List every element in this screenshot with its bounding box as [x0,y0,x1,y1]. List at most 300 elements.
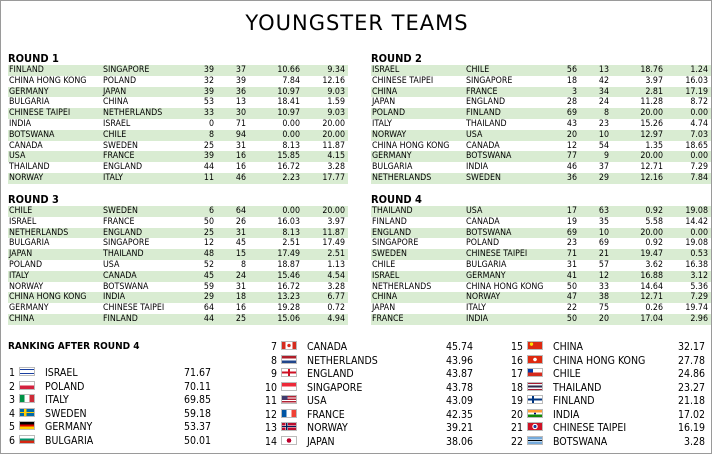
ranking-row [509,368,709,382]
team-score: 42.35 [445,408,473,421]
match-row [8,314,348,325]
away-vp: 9.34 [327,65,345,75]
away-team: FINLAND [103,313,138,324]
home-imps: 39 [203,151,214,162]
team-score: 50.01 [183,434,211,447]
hong-kong-flag [527,355,543,364]
match-row [371,173,711,184]
home-imps: 47 [566,292,577,303]
home-imps: 19 [566,216,577,227]
team-score: 45.74 [445,341,473,353]
away-imps: 64 [235,206,246,216]
team-score: 39.21 [445,422,473,434]
away-imps: 63 [598,206,609,216]
home-team: CHILE [372,259,396,270]
home-imps: 50 [566,281,577,292]
home-imps: 23 [566,238,577,249]
away-team: GERMANY [466,270,506,281]
home-imps: 8 [208,129,214,140]
away-imps: 15 [235,249,246,260]
away-imps: 21 [598,249,609,260]
match-row [371,271,711,282]
ranking-row [1,394,241,408]
away-imps: 8 [240,259,246,270]
team-score: 32.17 [677,341,705,353]
home-vp: 20.00 [640,108,663,119]
botswana-flag [527,436,543,445]
away-imps: 34 [598,86,609,97]
poland-flag [19,381,35,390]
team-name: NORWAY [307,422,348,434]
away-team: ENGLAND [466,97,506,108]
home-imps: 77 [566,151,577,162]
away-team: ITALY [103,172,123,183]
home-team: BOTSWANA [9,129,55,140]
india-flag [527,409,543,418]
away-team: SWEDEN [466,172,501,183]
home-team: ITALY [9,270,29,281]
away-team: POLAND [103,75,137,86]
home-team: ISRAEL [372,270,400,281]
away-imps: 23 [598,118,609,129]
team-name: ENGLAND [307,368,354,380]
match-row [8,292,348,303]
match-row [8,130,348,141]
team-score: 43.87 [445,368,473,380]
away-team: INDIA [466,313,489,324]
round-2-table [371,52,711,184]
home-team: NETHERLANDS [9,227,69,238]
rank-position: 6 [8,434,15,447]
ranking-row [509,436,709,450]
away-team: CANADA [103,270,137,281]
away-imps: 10 [598,129,609,140]
home-team: CHILE [9,206,33,216]
away-vp: 20.00 [322,129,345,140]
away-imps: 38 [598,292,609,303]
away-vp: 9.03 [327,108,345,119]
team-score: 3.28 [683,435,705,448]
away-team: CHINA [103,97,129,108]
italy-flag [19,394,35,403]
match-row [8,303,348,314]
team-name: ITALY [45,394,69,406]
home-team: CHINA HONG KONG [9,292,87,303]
home-imps: 46 [566,162,577,173]
home-vp: 13.23 [277,292,300,303]
away-imps: 30 [235,108,246,119]
home-vp: 0.00 [282,206,300,216]
rank-position: 10 [264,381,277,394]
chile-flag [527,368,543,377]
away-imps: 37 [235,65,246,75]
rank-position: 14 [264,435,277,448]
home-team: GERMANY [372,151,412,162]
team-score: 38.06 [445,435,473,448]
away-imps: 18 [235,292,246,303]
team-score: 43.96 [445,354,473,367]
away-team: CHINESE TAIPEI [466,249,528,260]
team-score: 16.19 [677,422,705,434]
away-vp: 20.00 [322,118,345,129]
home-vp: 10.97 [277,86,300,97]
away-vp: 19.08 [685,206,708,216]
away-vp: 3.97 [327,216,345,227]
ranking-row [263,422,503,436]
home-vp: 19.47 [640,249,663,260]
match-row [8,260,348,271]
team-name: USA [307,395,327,407]
ranking-row [263,355,503,369]
away-team: ISRAEL [103,118,131,129]
ranking-row [1,435,241,449]
ranking-row [509,395,709,409]
match-row [371,217,711,228]
china-flag [527,341,543,350]
match-row [371,119,711,130]
home-imps: 45 [203,270,214,281]
away-imps: 57 [598,259,609,270]
home-imps: 20 [566,129,577,140]
away-vp: 17.77 [322,172,345,183]
ranking-row [263,395,503,409]
rank-position: 7 [270,341,277,353]
japan-flag [281,436,297,445]
team-name: SWEDEN [45,407,87,420]
away-vp: 9.03 [327,86,345,97]
home-vp: 0.00 [282,118,300,129]
match-row [8,249,348,260]
home-vp: 15.26 [640,118,663,129]
home-vp: 3.97 [645,75,663,86]
away-vp: 2.51 [327,249,345,260]
germany-flag [19,421,35,430]
rank-position: 8 [270,354,277,367]
match-row [371,97,711,108]
home-imps: 69 [566,108,577,119]
away-vp: 4.54 [327,270,345,281]
home-team: BULGARIA [372,162,413,173]
team-score: 69.85 [183,394,211,406]
away-imps: 42 [598,75,609,86]
home-vp: 2.81 [645,86,663,97]
away-team: FRANCE [103,216,135,227]
match-row [8,282,348,293]
away-team: USA [466,129,483,140]
match-row [371,87,711,98]
ranking-title: RANKING AFTER ROUND 4 [8,341,140,352]
ranking-row [509,355,709,369]
away-team: INDIA [103,292,126,303]
ranking-row [1,367,241,381]
match-row [8,65,348,76]
away-team: ENGLAND [103,227,143,238]
home-vp: 18.76 [640,65,663,75]
away-imps: 35 [598,216,609,227]
team-score: 21.18 [677,395,705,407]
away-vp: 14.42 [685,216,708,227]
away-imps: 16 [235,151,246,162]
home-imps: 29 [203,292,214,303]
round-title: ROUND 2 [371,52,422,65]
away-vp: 4.15 [327,151,345,162]
team-name: GERMANY [45,421,93,433]
canada-flag [281,341,297,350]
rank-position: 20 [510,408,523,421]
round-1-table [8,52,348,184]
home-team: SWEDEN [372,249,407,260]
home-imps: 71 [566,249,577,260]
away-vp: 0.72 [327,303,345,314]
home-team: SINGAPORE [372,238,419,249]
home-vp: 0.00 [282,129,300,140]
team-name: INDIA [553,408,580,421]
match-row [8,151,348,162]
ranking-row [1,381,241,395]
away-imps: 36 [235,86,246,97]
away-team: CANADA [466,216,500,227]
match-row [371,108,711,119]
away-vp: 4.74 [690,118,708,129]
away-team: BULGARIA [466,259,507,270]
away-imps: 31 [235,281,246,292]
home-team: NETHERLANDS [372,172,432,183]
israel-flag [19,367,35,376]
away-imps: 10 [598,227,609,238]
away-team: CANADA [466,140,500,151]
home-team: CHINA HONG KONG [9,75,87,86]
home-vp: 10.97 [277,108,300,119]
rank-position: 9 [270,368,277,380]
match-row [8,271,348,282]
away-vp: 11.87 [322,227,345,238]
away-team: THAILAND [103,249,144,260]
home-imps: 50 [566,313,577,324]
home-vp: 16.88 [640,270,663,281]
home-imps: 0 [208,118,214,129]
netherlands-flag [281,355,297,364]
away-imps: 13 [598,65,609,75]
away-vp: 3.28 [327,162,345,173]
match-row [371,130,711,141]
team-score: 17.02 [677,408,705,421]
home-imps: 17 [566,206,577,216]
team-score: 71.67 [183,367,211,379]
away-team: CHINESE TAIPEI [103,303,165,314]
home-vp: 3.62 [645,259,663,270]
home-vp: 18.87 [277,259,300,270]
away-team: SINGAPORE [103,65,150,75]
match-row [371,314,711,325]
round-title: ROUND 1 [8,52,59,65]
home-imps: 39 [203,65,214,75]
away-vp: 3.12 [690,270,708,281]
away-imps: 12 [598,270,609,281]
rank-position: 12 [264,408,277,421]
match-row [8,87,348,98]
home-imps: 31 [566,259,577,270]
home-vp: 14.64 [640,281,663,292]
home-vp: 12.16 [640,172,663,183]
away-imps: 9 [603,151,609,162]
away-vp: 12.16 [322,75,345,86]
away-vp: 0.00 [690,151,708,162]
away-imps: 24 [598,97,609,108]
home-vp: 20.00 [640,227,663,238]
away-team: JAPAN [103,86,127,97]
team-name: CHILE [553,368,581,380]
away-team: USA [466,206,483,216]
home-team: THAILAND [9,162,50,173]
team-score: 43.09 [445,395,473,407]
ranking-row [263,341,503,355]
away-vp: 16.03 [685,75,708,86]
home-vp: 15.06 [277,313,300,324]
home-team: CHINA [9,313,35,324]
rank-position: 17 [510,368,523,380]
round-3-table [8,193,348,325]
match-row [8,119,348,130]
home-team: ISRAEL [9,216,37,227]
home-team: GERMANY [9,86,49,97]
away-team: BOTSWANA [466,151,512,162]
ranking-column-2 [263,341,503,449]
match-row [8,97,348,108]
page-title: YOUNGSTER TEAMS [245,11,469,35]
away-team: CHILE [103,129,127,140]
home-team: CHINA HONG KONG [372,140,450,151]
home-vp: 7.84 [282,75,300,86]
home-vp: 17.49 [277,249,300,260]
home-imps: 18 [566,75,577,86]
ranking-column-3 [509,341,709,449]
match-row [371,76,711,87]
match-row [371,162,711,173]
away-imps: 26 [235,216,246,227]
home-imps: 53 [203,97,214,108]
rank-position: 3 [8,394,15,406]
away-vp: 16.38 [685,259,708,270]
away-team: FRANCE [466,86,498,97]
match-row [371,141,711,152]
away-imps: 39 [235,75,246,86]
away-imps: 54 [598,140,609,151]
sweden-flag [19,408,35,417]
home-imps: 44 [203,162,214,173]
match-row [8,108,348,119]
ranking-row [263,409,503,423]
home-vp: 17.04 [640,313,663,324]
rank-position: 4 [8,407,15,420]
away-team: INDIA [466,162,489,173]
home-vp: 12.71 [640,162,663,173]
home-team: ITALY [372,118,392,129]
home-team: FINLAND [372,216,407,227]
away-team: SINGAPORE [466,75,513,86]
thailand-flag [527,382,543,391]
away-imps: 45 [235,238,246,249]
away-imps: 20 [598,313,609,324]
usa-flag [281,395,297,404]
ranking-row [263,436,503,450]
home-vp: 16.72 [277,281,300,292]
match-row [371,238,711,249]
home-vp: 12.71 [640,292,663,303]
match-row [371,206,711,217]
team-score: 23.27 [677,381,705,394]
rank-position: 2 [8,380,15,393]
ranking-row [509,382,709,396]
home-vp: 18.41 [277,97,300,108]
match-row [8,206,348,217]
home-imps: 6 [208,206,214,216]
away-imps: 25 [235,313,246,324]
rank-position: 16 [510,354,523,367]
home-vp: 0.92 [645,238,663,249]
home-team: NORWAY [9,172,44,183]
rank-position: 5 [8,421,15,433]
away-team: NORWAY [466,292,501,303]
away-team: BOTSWANA [466,227,512,238]
match-row [371,151,711,162]
rank-position: 15 [510,341,523,353]
away-vp: 19.08 [685,238,708,249]
away-team: BOTSWANA [103,281,149,292]
home-vp: 11.28 [640,97,663,108]
home-vp: 19.28 [277,303,300,314]
home-vp: 15.46 [277,270,300,281]
home-vp: 16.03 [277,216,300,227]
match-row [8,173,348,184]
away-vp: 7.29 [690,292,708,303]
away-team: ENGLAND [103,162,143,173]
home-team: JAPAN [9,249,33,260]
team-name: CANADA [307,341,348,353]
home-imps: 56 [566,65,577,75]
round-title: ROUND 4 [371,193,422,206]
home-team: CANADA [9,140,43,151]
match-row [371,282,711,293]
home-imps: 28 [566,97,577,108]
away-team: USA [103,259,120,270]
away-imps: 46 [235,172,246,183]
home-team: CHINESE TAIPEI [372,75,434,86]
match-row [371,228,711,239]
home-vp: 5.58 [645,216,663,227]
away-imps: 13 [235,97,246,108]
away-team: CHILE [466,65,490,75]
rank-position: 22 [510,435,523,448]
home-team: GERMANY [9,303,49,314]
away-team: POLAND [466,238,500,249]
home-imps: 33 [203,108,214,119]
rank-position: 21 [510,422,523,434]
home-imps: 36 [566,172,577,183]
rank-position: 11 [264,395,277,407]
away-vp: 17.19 [685,86,708,97]
away-team: ITALY [466,303,486,314]
away-vp: 7.03 [690,129,708,140]
team-name: FINLAND [553,395,595,407]
team-name: NETHERLANDS [307,354,378,367]
ranking-row [509,422,709,436]
away-team: FINLAND [466,108,501,119]
away-vp: 3.28 [327,281,345,292]
away-vp: 19.74 [685,303,708,314]
home-team: NETHERLANDS [372,281,432,292]
home-vp: 16.72 [277,162,300,173]
away-vp: 1.13 [327,259,345,270]
